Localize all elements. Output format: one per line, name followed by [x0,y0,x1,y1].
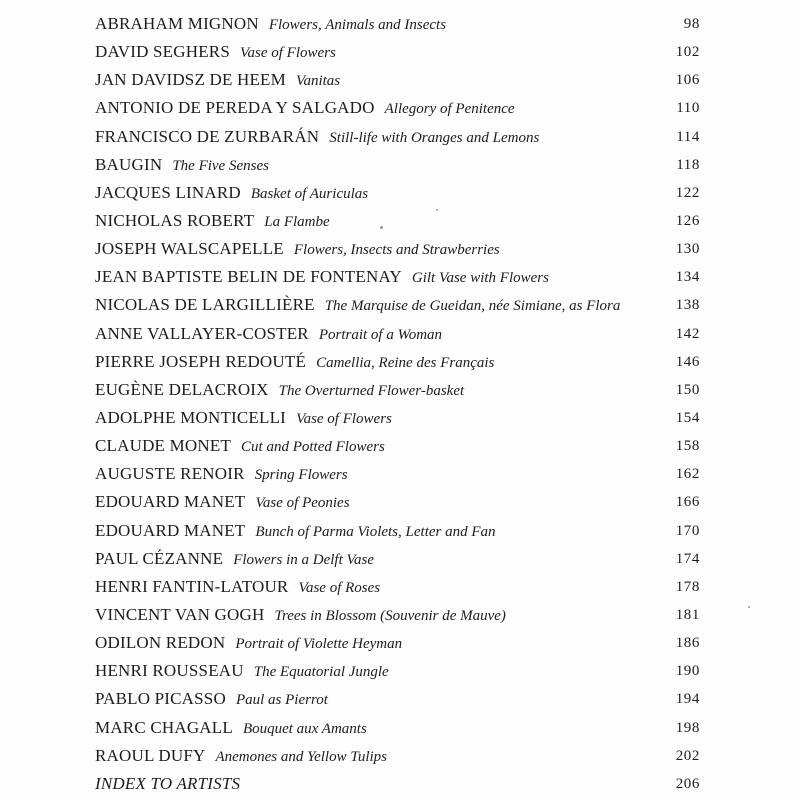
artwork-title: Portrait of Violette Heyman [235,636,403,653]
artwork-title: Cut and Potted Flowers [241,439,385,456]
page-number: 118 [676,156,700,173]
page-number: 174 [675,550,700,567]
toc-row [95,207,700,235]
toc-row [95,291,700,319]
toc-row [95,235,700,263]
artist-name: ANTONIO DE PEREDA Y SALGADO [95,98,375,118]
page-number: 186 [675,635,700,652]
artwork-title: Vase of Peonies [255,495,350,512]
artwork-title: Vanitas [295,73,341,90]
page-number: 170 [675,522,700,539]
toc-row [95,123,700,151]
artwork-title: The Equatorial Jungle [253,664,389,681]
toc-row [95,657,700,685]
toc-row [95,151,700,179]
toc-row [95,629,700,657]
artwork-title: Trees in Blossom (Souvenir de Mauve) [274,607,506,624]
toc-row [95,601,700,629]
artist-name: JOSEPH WALSCAPELLE [95,239,284,259]
artist-name: NICHOLAS ROBERT [95,210,255,230]
artist-name: HENRI ROUSSEAU [95,661,244,681]
artwork-title: Flowers in a Delft Vase [233,551,375,568]
artwork-title: The Overturned Flower-basket [278,382,465,399]
artist-name: EDOUARD MANET [95,520,246,540]
page-number: 202 [675,747,700,764]
toc-row [95,545,700,573]
artwork-title: Portrait of a Woman [318,326,443,343]
artist-name: CLAUDE MONET [95,436,232,456]
toc-row [95,66,700,94]
page-number: 102 [675,44,700,61]
page-number: 162 [675,466,700,483]
artist-name: HENRI FANTIN-LATOUR [95,576,289,596]
page-number: 194 [675,691,700,708]
page-number: 130 [675,241,700,258]
index-row [95,770,700,798]
toc-row [95,432,700,460]
artist-name: PAUL CÉZANNE [95,548,224,568]
page-number: 134 [675,269,700,286]
artwork-title: Still-life with Oranges and Lemons [329,129,540,146]
toc-row [95,320,700,348]
artist-name: PABLO PICASSO [95,689,226,709]
artwork-title: Paul as Pierrot [235,692,328,709]
artist-name: RAOUL DUFY [95,745,206,765]
toc-row [95,38,700,66]
artwork-title: The Five Senses [172,157,269,174]
toc-row [95,685,700,713]
artwork-title: Gilt Vase with Flowers [411,270,549,287]
toc-row [95,348,700,376]
artwork-title: Vase of Flowers [240,45,336,62]
toc-row [95,742,700,770]
artist-name: ODILON REDON [95,633,226,653]
toc-row [95,714,700,742]
artwork-title: La Flambe [264,213,330,230]
artwork-title: Anemones and Yellow Tulips [215,748,388,765]
artist-name: JAN DAVIDSZ DE HEEM [95,70,286,90]
toc-row [95,404,700,432]
artwork-title: Flowers, Animals and Insects [268,17,447,33]
artist-name: DAVID SEGHERS [95,42,230,62]
artwork-title: Bouquet aux Amants [242,720,367,737]
artwork-title: Flowers, Insects and Strawberries [293,242,500,259]
artwork-title: The Marquise de Gueidan, née Simiane, as Flora [324,298,621,315]
page-number: 154 [675,409,700,426]
artwork-title: Spring Flowers [254,467,348,484]
page-number: 190 [675,663,700,680]
artist-name: JACQUES LINARD [95,182,241,202]
artwork-title: Basket of Auriculas [250,185,369,202]
artist-name: ADOLPHE MONTICELLI [95,407,287,427]
page-number: 106 [675,72,700,89]
artwork-title: Bunch of Parma Violets, Letter and Fan [255,523,496,540]
toc-row [95,488,700,516]
artist-name: MARC CHAGALL [95,717,233,737]
artist-name: NICOLAS DE LARGILLIÈRE [95,295,315,315]
index-page-number: 206 [675,775,700,792]
page-number: 114 [676,128,700,145]
page-number: 198 [675,719,700,736]
toc-row [95,573,700,601]
page-number: 146 [675,353,700,370]
artist-name: EDOUARD MANET [95,492,246,512]
print-speck [748,606,750,608]
artist-name: BAUGIN [95,154,163,174]
print-speck [380,226,383,229]
toc-row [95,179,700,207]
artist-name: PIERRE JOSEPH REDOUTÉ [95,351,307,371]
artwork-title: Camellia, Reine des Français [316,354,495,371]
artist-name: ANNE VALLAYER-COSTER [95,323,309,343]
artist-name: EUGÈNE DELACROIX [95,379,269,399]
page-number: 142 [675,325,700,342]
artist-name: JEAN BAPTISTE BELIN DE FONTENAY [95,267,402,287]
toc-row [95,460,700,488]
toc-row [95,376,700,404]
page-number: 138 [675,297,700,314]
artist-name: VINCENT VAN GOGH [95,604,265,624]
page-number: 158 [675,438,700,455]
artwork-title: Vase of Flowers [296,410,392,427]
page-number: 181 [675,606,700,623]
page-number: 150 [675,381,700,398]
table-of-contents [95,10,700,798]
artist-name: FRANCISCO DE ZURBARÁN [95,126,320,146]
artwork-title: Vase of Roses [298,579,381,596]
page-number: 98 [683,16,700,32]
page-number: 178 [675,578,700,595]
index-to-artists-label: INDEX TO ARTISTS [95,773,241,793]
toc-row [95,94,700,122]
page-number: 110 [676,100,700,117]
toc-row [95,10,700,38]
page-number: 166 [675,494,700,511]
page-number: 126 [675,212,700,229]
artist-name: ABRAHAM MIGNON [95,14,259,33]
toc-row [95,517,700,545]
artist-name: AUGUSTE RENOIR [95,464,245,484]
toc-row [95,263,700,291]
print-speck [436,209,438,211]
page-number: 122 [675,184,700,201]
artwork-title: Allegory of Penitence [384,101,515,118]
